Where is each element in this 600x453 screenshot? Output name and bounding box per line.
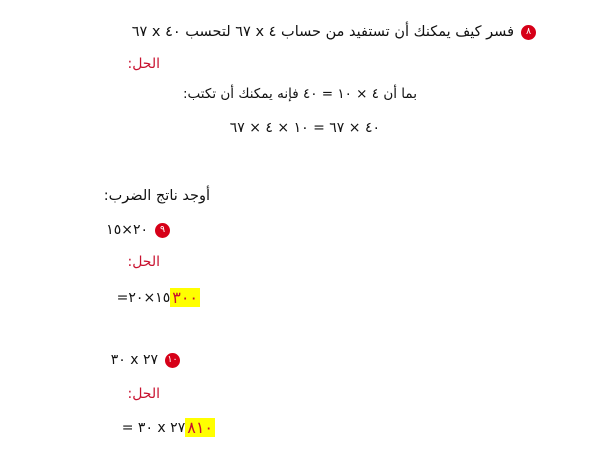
problem-9-answer-prefix: ١٥×٢٠= bbox=[116, 289, 171, 306]
question-8-row bbox=[132, 24, 536, 40]
problem-10-bullet: ١٠ bbox=[165, 353, 180, 368]
question-8-result-text: ٤٠ × ٦٧ = ١٠ × ٤ × ٦٧ bbox=[229, 120, 380, 136]
question-8-work-text: بما أن ٤ × ١٠ = ٤٠ فإنه يمكنك أن تكتب: bbox=[183, 86, 417, 102]
problem-10-answer-prefix: ٢٧ x ٣٠ = bbox=[121, 419, 186, 436]
problem-10-answer-row bbox=[122, 418, 215, 437]
problem-10-row bbox=[111, 352, 180, 368]
question-8-bullet: ٨ bbox=[521, 25, 536, 40]
problem-9-expression: ٢٠×١٥ bbox=[106, 222, 148, 238]
question-8-solution-label-row bbox=[127, 56, 160, 72]
question-8-text: فسر كيف يمكنك أن تستفيد من حساب ٤ x ٦٧ لتحسب ٤٠ x ٦٧ bbox=[131, 24, 514, 40]
solution-label: الحل: bbox=[127, 254, 160, 270]
problem-9-solution-label-row bbox=[127, 254, 160, 270]
problem-10-answer-value: ٨١٠ bbox=[187, 418, 213, 437]
problem-9-row bbox=[106, 222, 170, 238]
problem-9-answer-row bbox=[117, 288, 200, 307]
solution-label: الحل: bbox=[127, 56, 160, 72]
problem-9-answer-value: ٣٠٠ bbox=[172, 288, 198, 307]
question-8-result-row bbox=[230, 120, 380, 136]
problem-10-solution-label-row bbox=[127, 386, 160, 402]
multiply-section-title: أوجد ناتج الضرب: bbox=[103, 188, 210, 204]
problem-9-bullet: ٩ bbox=[155, 223, 170, 238]
question-8-work-row bbox=[183, 86, 417, 102]
problem-10-expression: ٢٧ x ٣٠ bbox=[110, 352, 158, 368]
solution-label: الحل: bbox=[127, 386, 160, 402]
multiply-section-title-row bbox=[104, 188, 210, 204]
